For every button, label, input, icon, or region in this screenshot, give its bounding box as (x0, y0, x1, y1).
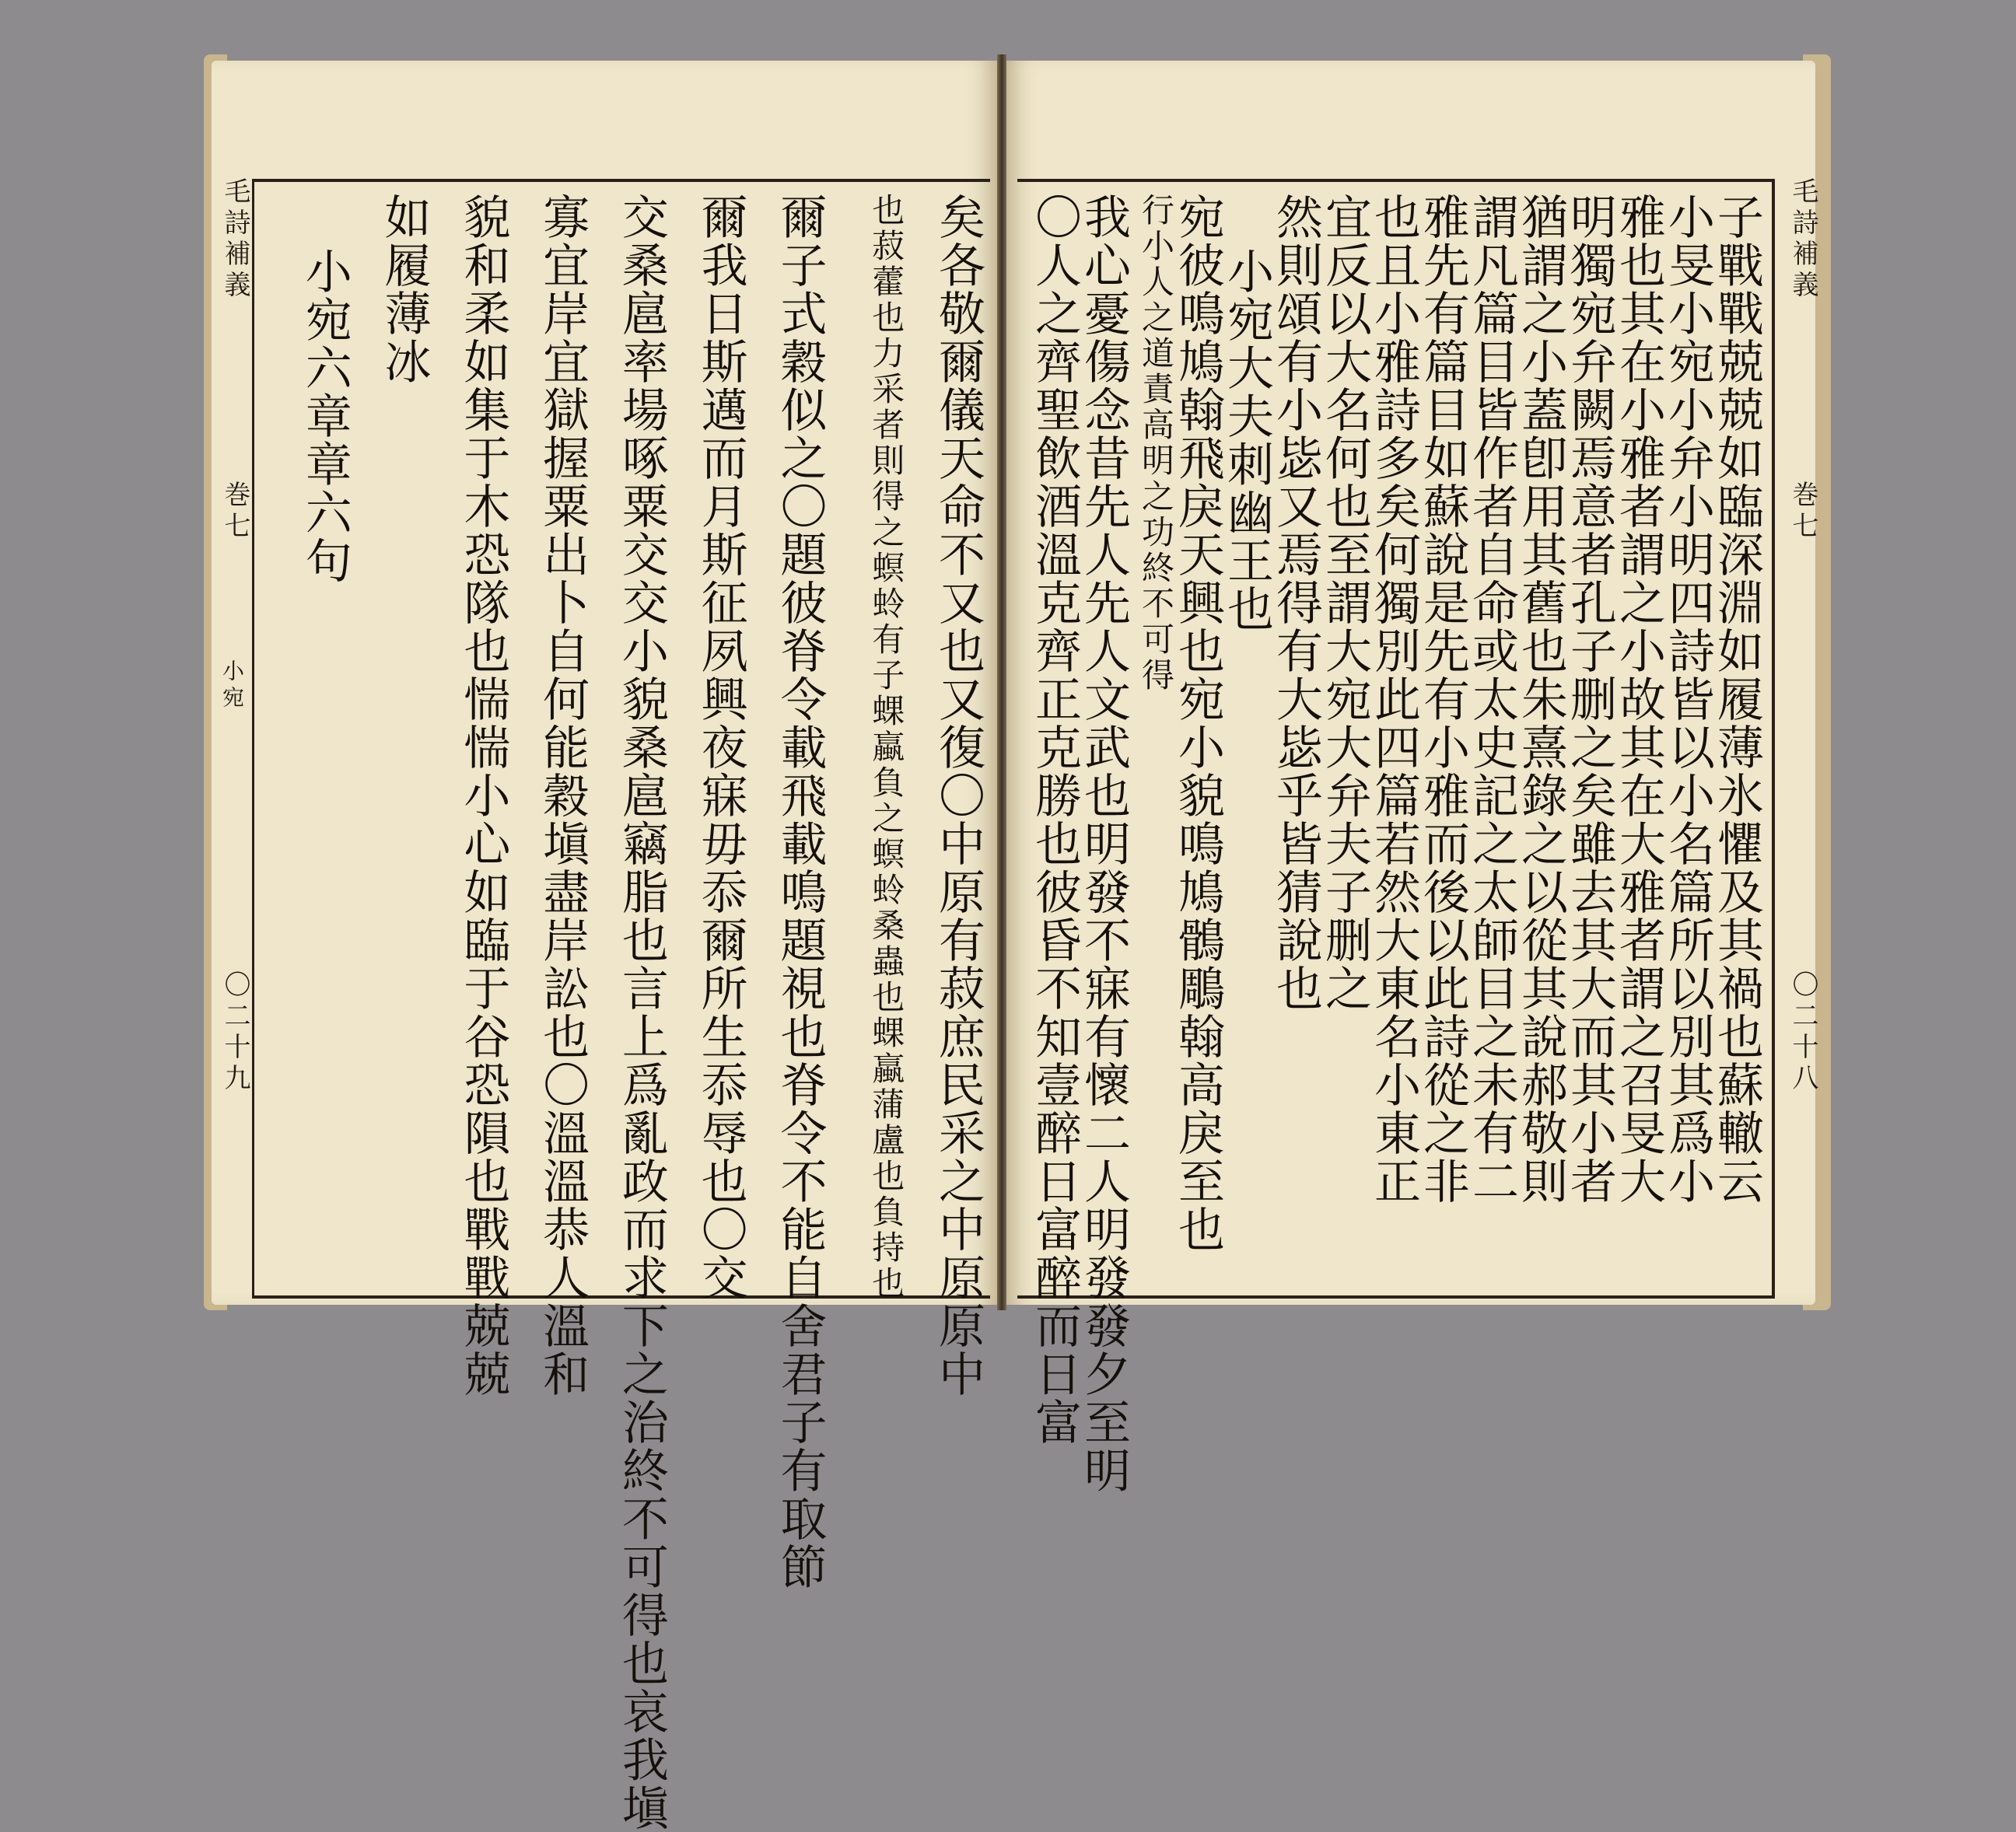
right-page-column: 〇人之齊聖飲酒溫克齊正克勝也彼昏不知壹醉日富醉而日富 (1027, 193, 1082, 1446)
right-page-column: 雅先有篇目如蘇說是先有小雅而後以此詩從之非 (1416, 193, 1470, 1205)
left-text-columns (270, 193, 985, 1832)
left-page-column: 如履薄冰 (376, 193, 432, 386)
left-page (212, 61, 997, 1832)
left-margin-folio: 〇二十九 (219, 970, 250, 1095)
left-page-column: 爾我日斯邁而月斯征夙興夜寐毋忝爾所生忝辱也〇交 (693, 193, 748, 1302)
right-page-column: 子戰戰兢兢如臨深淵如履薄氷懼及其禍也蘇轍云 (1710, 193, 1764, 1205)
left-margin-volume: 巻七 (219, 481, 250, 543)
left-margin-title: 毛詩補義 (219, 177, 250, 302)
right-text-frame (1017, 179, 1775, 1495)
right-page-column: 宜反以大名何也至謂大宛大弁夫子删之 (1318, 193, 1372, 1012)
right-page-column: 雅也其在小雅者謂之小故其在大雅者謂之召旻大 (1612, 193, 1666, 1205)
right-page-column: 猶謂之小蓋卽用其舊也朱熹錄之以從其說郝敬則 (1514, 193, 1568, 1205)
left-page-column: 爾子式穀似之〇題彼脊令載飛載鳴題視也脊令不能自舍君子有取節 (772, 193, 828, 1591)
right-page-column: 我心憂傷念昔先人先人文武也明發不寐有懷二人明發發夕至明 (1076, 193, 1131, 1495)
book-spine (997, 54, 1006, 1310)
right-page-column: 小宛大夫刺幽王也 (1220, 247, 1274, 633)
left-page-column: 矣各敬爾儀天命不又也又復〇中原有菽庶民采之中原原中 (931, 193, 985, 1398)
right-margin-folio: 〇二十八 (1787, 970, 1818, 1095)
right-page-column: 行小人之道責高明之功終不可得 (1137, 193, 1175, 694)
right-page-column: 宛彼鳴鳩翰飛戾天興也宛小貌鳴鳩鶻鵰翰高戾至也 (1171, 193, 1225, 1253)
right-text-columns (1027, 193, 1764, 1495)
right-margin-title: 毛詩補義 (1787, 177, 1818, 302)
right-page-column: 然則頌有小毖又焉得有大毖乎皆猜說也 (1269, 193, 1323, 1012)
left-page-column: 交桑扈率場啄粟交交小貌桑扈竊脂也言上爲亂政而求下之治終不可得也哀我塡 (614, 193, 669, 1832)
right-page-column: 謂凡篇目皆作者自命或太史記之太師目之未有二 (1465, 193, 1519, 1205)
left-page-column: 寡宜岸宜獄握粟出卜自何能穀塡盡岸訟也〇溫溫恭人溫和 (535, 193, 590, 1398)
left-margin-section: 小宛 (219, 659, 245, 712)
right-page-column: 小旻小宛小弁小明四詩皆以小名篇所以別其爲小 (1661, 193, 1715, 1205)
right-page-column: 也且小雅詩多矣何獨別此四篇若然大東名小東正 (1367, 193, 1421, 1205)
left-text-frame (252, 179, 990, 1832)
right-page-column: 明獨宛弁闕焉意者孔子删之矣雖去其大而其小者 (1563, 193, 1617, 1205)
right-margin-volume: 巻七 (1787, 481, 1818, 543)
left-page-column: 也菽藿也力采者則得之螟蛉有子蜾蠃負之螟蛉桑蟲也蜾蠃蒲盧也負持也 (867, 193, 906, 1302)
left-page-column: 小宛六章章六句 (297, 247, 352, 585)
right-page (1006, 61, 1818, 1495)
left-page-column: 貌和柔如集于木恐隊也惴惴小心如臨于谷恐隕也戰戰兢兢 (456, 193, 511, 1398)
